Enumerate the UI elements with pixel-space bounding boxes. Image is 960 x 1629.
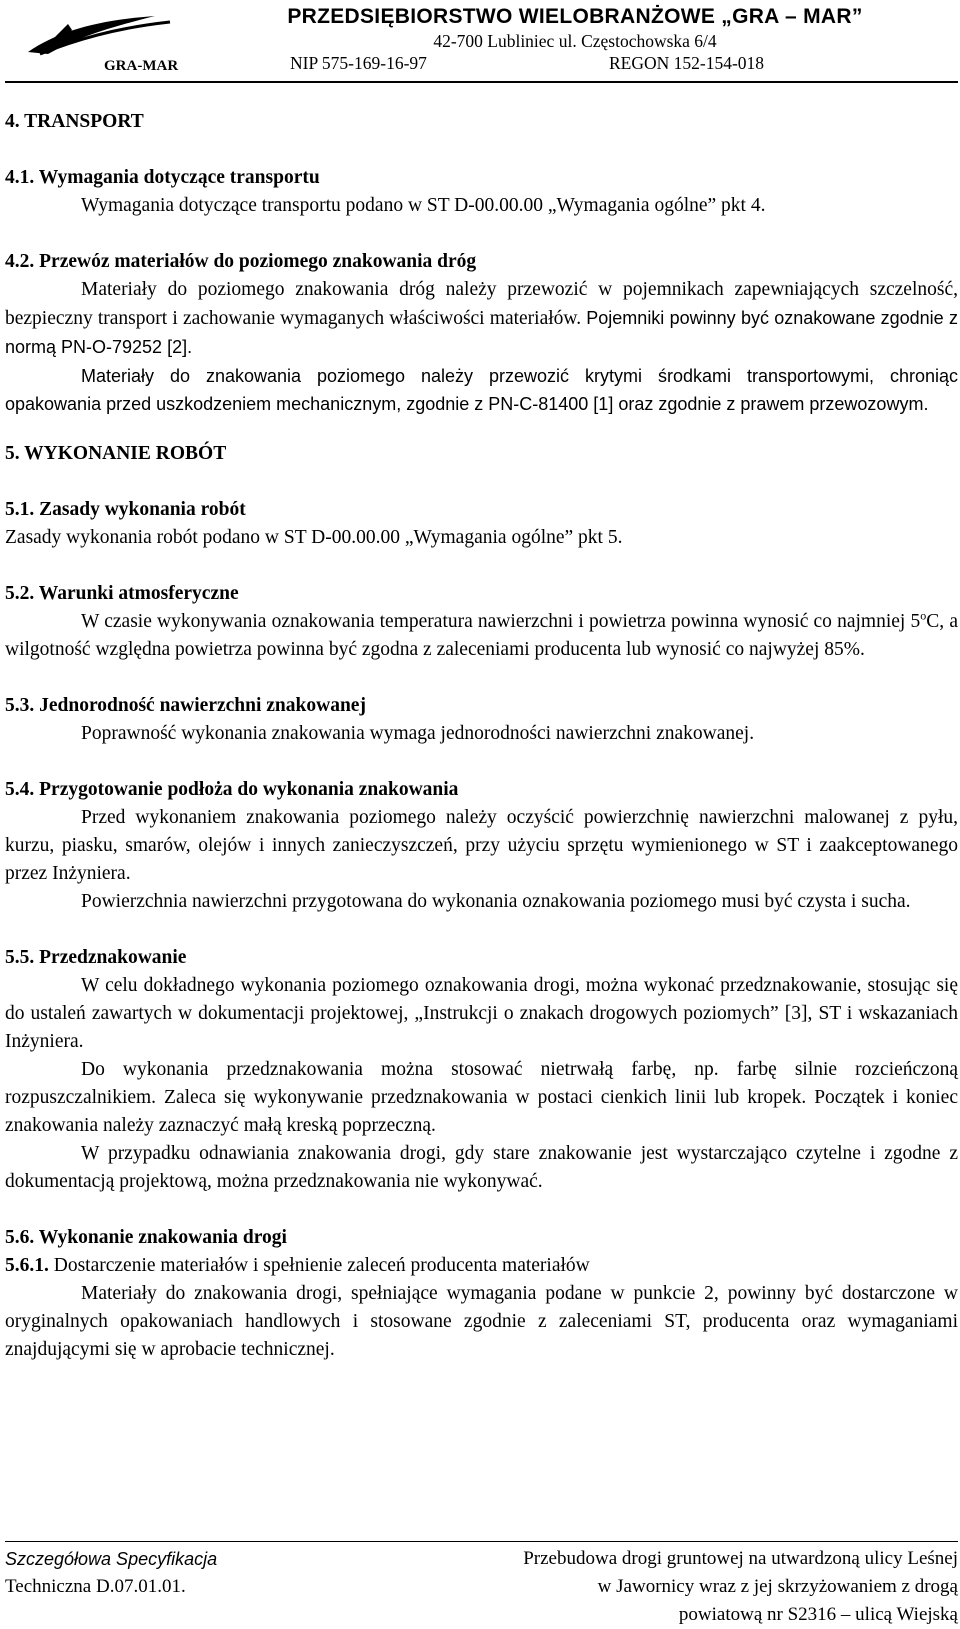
section-5-6-1-number: 5.6.1. <box>5 1255 49 1276</box>
footer-project-line-2: w Jawornicy wraz z jej skrzyżowaniem z drogą <box>597 1576 958 1597</box>
footer-project-line-1: Przebudowa drogi gruntowej na utwardzoną ulicy Leśnej <box>523 1548 958 1569</box>
company-nip: NIP 575-169-16-97 <box>290 53 427 73</box>
section-5-2-text-b: C, a wilgotność względna powietrza powinna być zgodna z zaleceniami producenta lub wynosić co najwyżej 85%. <box>5 611 958 660</box>
swoosh-logo-icon <box>20 12 200 60</box>
section-5-6-title: 5.6. Wykonanie znakowania drogi <box>5 1227 287 1248</box>
section-4-1-title: 4.1. Wymagania dotyczące transportu <box>5 167 320 188</box>
section-5-6-1-paragraph: Materiały do znakowania drogi, spełniające wymagania podane w punkcie 2, powinny być dostarczone w oryginalnych opakowaniach handlowych i stosowane zgodnie z zaleceniami ST, producenta oraz wymaganiami znajdującymi się w aprobacie technicznej. <box>5 1283 958 1360</box>
company-logo <box>20 12 200 72</box>
page-header <box>5 0 958 84</box>
section-5-6-1-label: Dostarczenie materiałów i spełnienie zaleceń producenta materiałów <box>48 1255 590 1276</box>
section-5-4-title: 5.4. Przygotowanie podłoża do wykonania znakowania <box>5 779 459 800</box>
company-regon: REGON 152-154-018 <box>609 53 765 73</box>
section-5-5-paragraph-2: Do wykonania przedznakowania można stosować nietrwałą farbę, np. farbę silnie rozcieńczoną rozpuszczalnikiem. Zaleca się wykonywanie przedznakowania w postaci cienkich linii lub kropek. Początek i koniec znakowania należy zaznaczyć małą kreską poprzeczną. <box>5 1059 958 1136</box>
footer-spec-line-1: Szczegółowa Specyfikacja <box>5 1549 218 1569</box>
logo-text: GRA-MAR <box>104 58 179 74</box>
section-5-3-text: Poprawność wykonania znakowania wymaga jednorodności nawierzchni znakowanej. <box>81 723 755 744</box>
section-5-1-title: 5.1. Zasady wykonania robót <box>5 499 246 520</box>
header-divider <box>5 81 958 83</box>
section-4-1-text: Wymagania dotyczące transportu podano w ST D-00.00.00 „Wymagania ogólne” pkt 4. <box>81 195 766 216</box>
section-4-title: 4. TRANSPORT <box>5 111 144 132</box>
section-4-2-p1-norm: Pojemniki powinny być oznakowane zgodnie z normą PN-O-79252 [2]. <box>5 308 958 357</box>
section-5-6-1-title <box>5 1252 958 1280</box>
footer-spec-line-2: Techniczna D.07.01.01. <box>5 1576 186 1597</box>
section-5-5-paragraph-1: W celu dokładnego wykonania poziomego oznakowania drogi, można wykonać przedznakowanie, stosując się do ustaleń zawartych w dokumentacji projektowej, „Instrukcji o znakach drogowych poziomych” [3], ST i wskazaniach Inżyniera. <box>5 975 958 1052</box>
document-body <box>5 108 958 1364</box>
section-5-5-title: 5.5. Przedznakowanie <box>5 947 187 968</box>
company-ids <box>205 52 945 74</box>
section-4-2-p1-text: Materiały do poziomego znakowania dróg należy przewozić w pojemnikach zapewniających szczelność, bezpieczny transport i zachowanie wymaganych właściwości materiałów. <box>5 279 958 329</box>
section-5-2-paragraph <box>5 608 958 664</box>
footer-project-info <box>358 1545 958 1629</box>
section-5-2-text-a: W czasie wykonywania oznakowania temperatura nawierzchni i powietrza powinna wynosić co najmniej 5 <box>81 611 921 632</box>
company-info <box>205 4 945 74</box>
section-5-5-paragraph-3: W przypadku odnawiania znakowania drogi, gdy stare znakowanie jest wystarczająco czytelne i zgodne z dokumentacją projektową, można przedznakowania nie wykonywać. <box>5 1143 958 1192</box>
section-5-4-paragraph-1: Przed wykonaniem znakowania poziomego należy oczyścić powierzchnię nawierzchni malowanej z pyłu, kurzu, piasku, smarów, olejów i innych zanieczyszczeń, przy użyciu sprzętu wymienionego w ST i zaakceptowanego przez Inżyniera. <box>5 807 958 884</box>
section-5-2-title: 5.2. Warunki atmosferyczne <box>5 583 239 604</box>
degree-superscript: o <box>920 608 927 623</box>
section-4-2-title: 4.2. Przewóz materiałów do poziomego znakowania dróg <box>5 251 477 272</box>
section-5-1-text: Zasady wykonania robót podano w ST D-00.00.00 „Wymagania ogólne” pkt 5. <box>5 527 623 548</box>
company-name: PRZEDSIĘBIORSTWO WIELOBRANŻOWE „GRA – MAR” <box>287 5 863 28</box>
section-5-3-title: 5.3. Jednorodność nawierzchni znakowanej <box>5 695 366 716</box>
footer-divider <box>5 1541 958 1542</box>
company-address: 42-700 Lubliniec ul. Częstochowska 6/4 <box>433 31 717 51</box>
document-page <box>5 0 958 1626</box>
section-5-4-paragraph-2: Powierzchnia nawierzchni przygotowana do wykonania oznakowania poziomego musi być czysta i sucha. <box>81 891 911 912</box>
page-footer <box>5 1541 958 1625</box>
section-4-2-paragraph-2: Materiały do znakowania poziomego należy przewozić krytymi środkami transportowymi, chroniąc opakowania przed uszkodzeniem mechanicznym, zgodnie z PN-C-81400 [1] oraz zgodnie z prawem przewozowym. <box>5 366 958 414</box>
footer-project-line-3: powiatową nr S2316 – ulicą Wiejską <box>678 1604 958 1625</box>
section-5-title: 5. WYKONANIE ROBÓT <box>5 443 227 464</box>
section-4-2-paragraph-1 <box>5 276 958 362</box>
footer-spec-info <box>5 1545 217 1601</box>
